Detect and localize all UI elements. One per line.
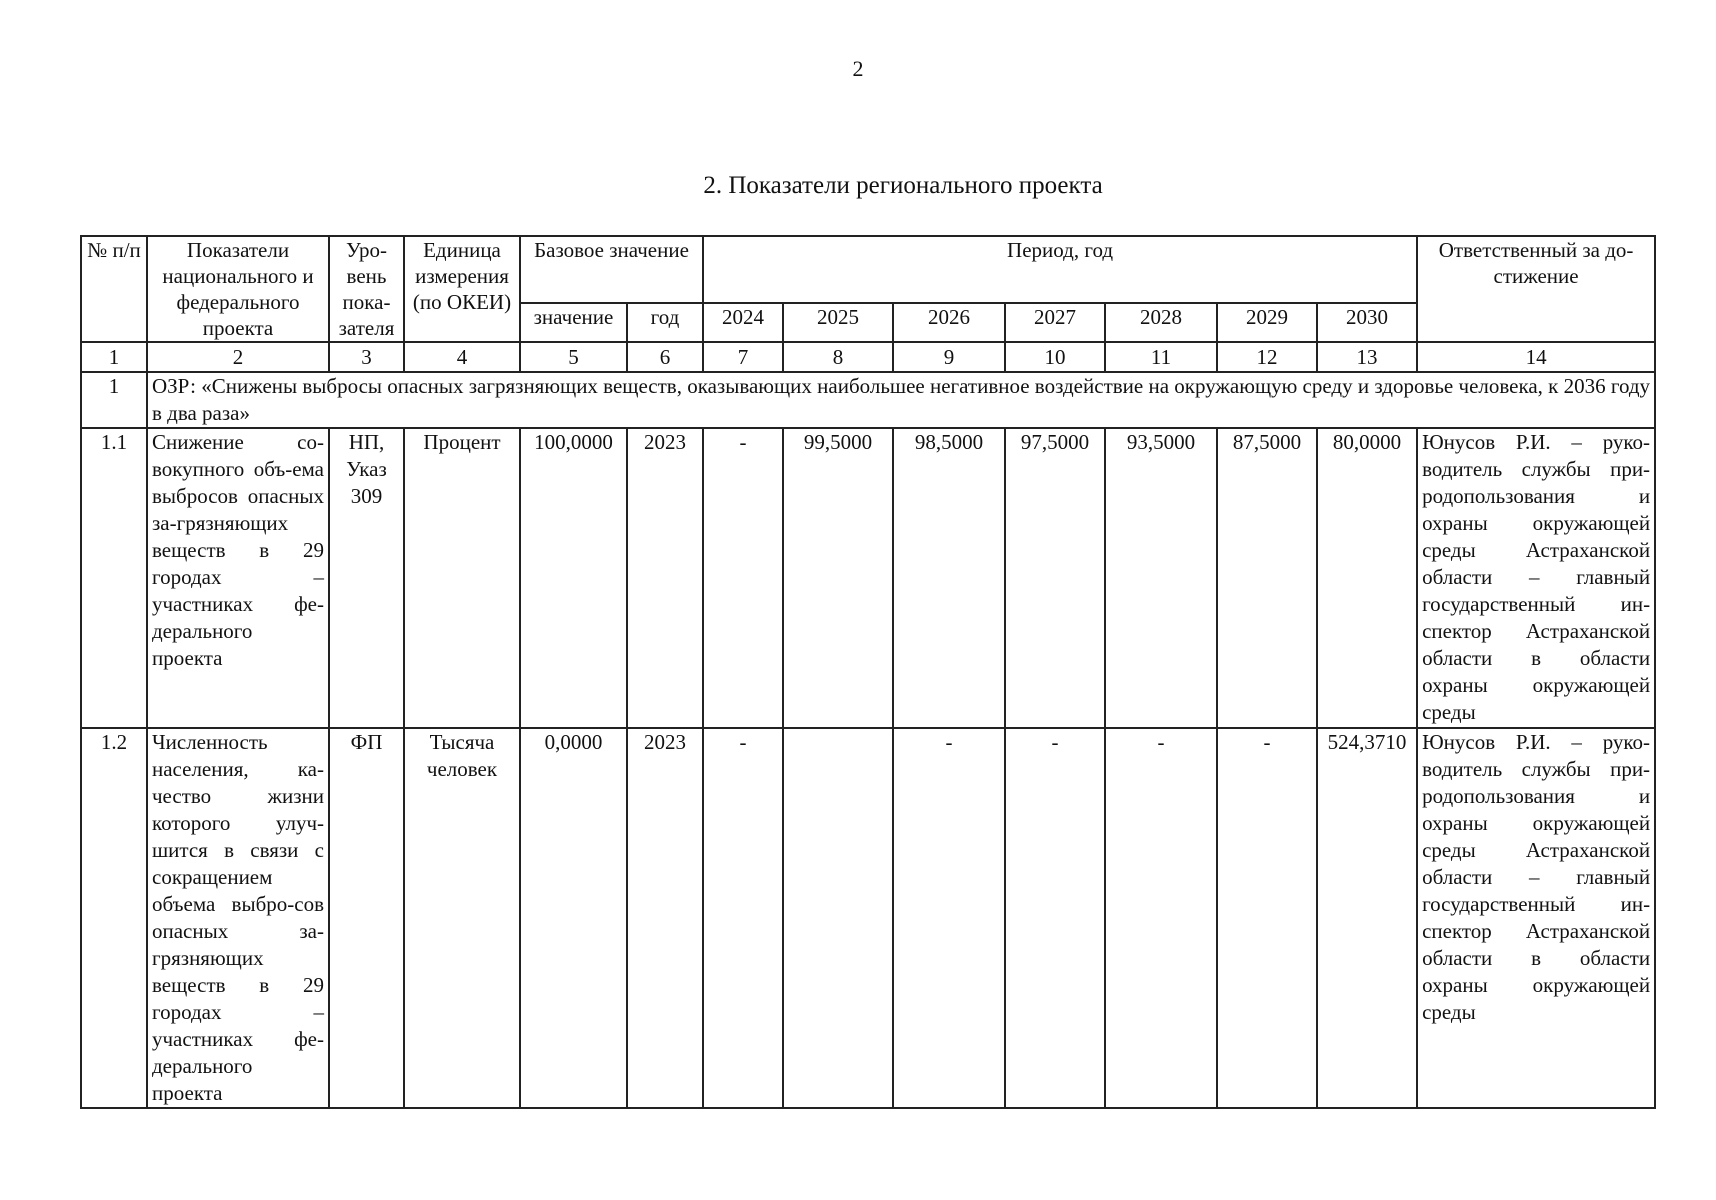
- header-unit: Единица измерения (по ОКЕИ): [404, 236, 520, 342]
- row-responsible: Юнусов Р.И. – руко-водитель службы при-родопользования и охраны окружающей среды Астраханской области – главный государственный ин-спектор Астраханской области в области охраны окружающей среды: [1417, 428, 1655, 728]
- row-value-2028: -: [1105, 728, 1217, 1108]
- table-row: [81, 728, 1655, 1108]
- header-row-1: [81, 236, 1655, 303]
- row-unit: Процент: [404, 428, 520, 728]
- column-number: 8: [783, 342, 893, 372]
- row-indicator-name: Численность населения, ка-чество жизни которого улуч-шится в связи с сокращением объема выбро-сов опасных за-грязняющих веществ в 29 городах – участниках фе-дерального проекта: [147, 728, 329, 1108]
- row-unit: Тысяча человек: [404, 728, 520, 1108]
- header-year: 2027: [1005, 303, 1105, 342]
- row-indicator-name: Снижение со-вокупного объ-ема выбросов опасных за-грязняющих веществ в 29 городах – участниках фе-дерального проекта: [147, 428, 329, 728]
- column-number: 9: [893, 342, 1005, 372]
- row-level: ФП: [329, 728, 404, 1108]
- header-level: Уро-вень пока-зателя: [329, 236, 404, 342]
- row-value-2029: 87,5000: [1217, 428, 1317, 728]
- table-row: [81, 428, 1655, 728]
- goal-text: ОЗР: «Снижены выбросы опасных загрязняющих веществ, оказывающих наибольшее негативное воздействие на окружающую среду и здоровье человека, к 2036 году в два раза»: [147, 372, 1655, 428]
- column-number: 13: [1317, 342, 1417, 372]
- column-number: 3: [329, 342, 404, 372]
- row-num: 1.2: [81, 728, 147, 1108]
- row-value-2028: 93,5000: [1105, 428, 1217, 728]
- header-responsible: Ответственный за до-стижение: [1417, 236, 1655, 342]
- row-responsible: Юнусов Р.И. – руко-водитель службы при-родопользования и охраны окружающей среды Астраханской области – главный государственный ин-спектор Астраханской области в области охраны окружающей среды: [1417, 728, 1655, 1108]
- header-year: 2029: [1217, 303, 1317, 342]
- column-number: 11: [1105, 342, 1217, 372]
- column-number: 14: [1417, 342, 1655, 372]
- row-value-2030: 80,0000: [1317, 428, 1417, 728]
- header-base: Базовое значение: [520, 236, 703, 303]
- goal-num: 1: [81, 372, 147, 428]
- column-number: 5: [520, 342, 627, 372]
- column-number: 10: [1005, 342, 1105, 372]
- row-value-2027: 97,5000: [1005, 428, 1105, 728]
- column-number: 7: [703, 342, 783, 372]
- column-number: 2: [147, 342, 329, 372]
- header-base-value: значение: [520, 303, 627, 342]
- goal-row: [81, 372, 1655, 428]
- header-indicators: Показатели национального и федерального проекта: [147, 236, 329, 342]
- row-value-2025: 99,5000: [783, 428, 893, 728]
- column-number: 6: [627, 342, 703, 372]
- header-year: 2025: [783, 303, 893, 342]
- page-number: 2: [852, 56, 864, 81]
- row-value-2025: [783, 728, 893, 1108]
- row-value-2024: -: [703, 428, 783, 728]
- row-base-year: 2023: [627, 728, 703, 1108]
- column-numbers-row: [81, 342, 1655, 372]
- row-level: НП, Указ 309: [329, 428, 404, 728]
- row-value-2026: 98,5000: [893, 428, 1005, 728]
- header-year: 2028: [1105, 303, 1217, 342]
- header-num: № п/п: [81, 236, 147, 342]
- row-value-2026: -: [893, 728, 1005, 1108]
- column-number: 12: [1217, 342, 1317, 372]
- header-period: Период, год: [703, 236, 1417, 303]
- row-base-value: 100,0000: [520, 428, 627, 728]
- row-value-2030: 524,3710: [1317, 728, 1417, 1108]
- row-num: 1.1: [81, 428, 147, 728]
- row-value-2027: -: [1005, 728, 1105, 1108]
- row-value-2024: -: [703, 728, 783, 1108]
- row-value-2029: -: [1217, 728, 1317, 1108]
- header-base-year: год: [627, 303, 703, 342]
- row-base-value: 0,0000: [520, 728, 627, 1108]
- column-number: 4: [404, 342, 520, 372]
- indicators-table: [80, 235, 1656, 1109]
- row-base-year: 2023: [627, 428, 703, 728]
- header-year: 2024: [703, 303, 783, 342]
- section-title: 2. Показатели регионального проекта: [703, 172, 1103, 199]
- header-year: 2030: [1317, 303, 1417, 342]
- column-number: 1: [81, 342, 147, 372]
- header-year: 2026: [893, 303, 1005, 342]
